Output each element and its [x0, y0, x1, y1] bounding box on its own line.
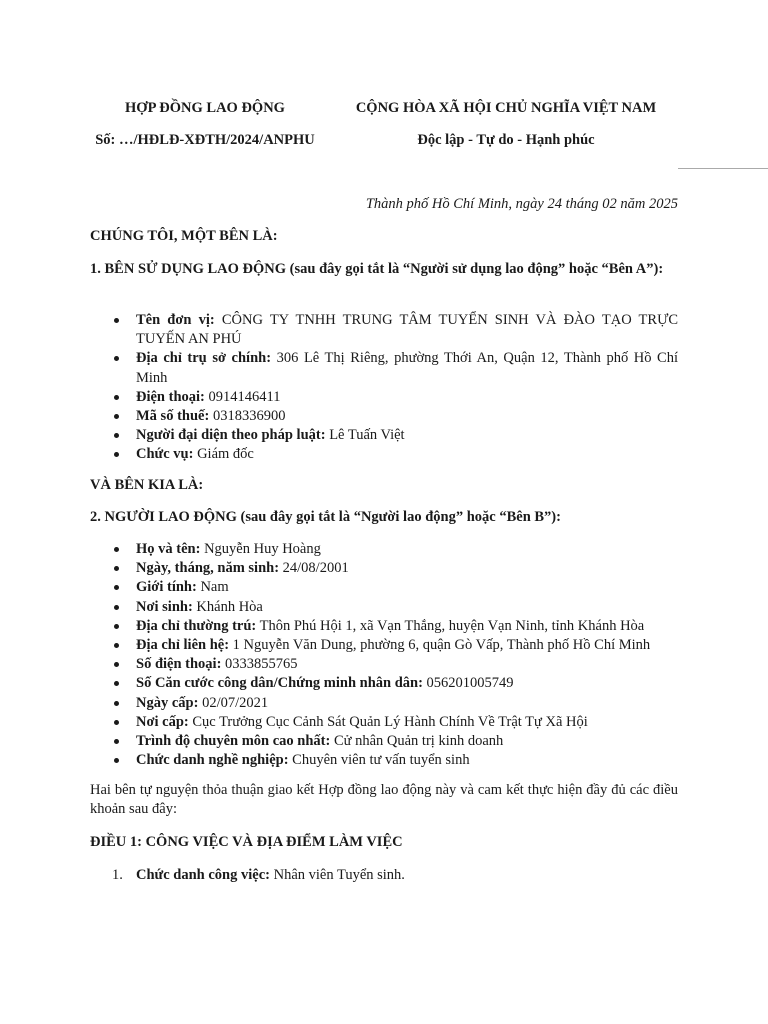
- party-b-details: [90, 540, 678, 770]
- list-item: [90, 559, 678, 578]
- field-label: Chức danh công việc:: [136, 867, 270, 883]
- party-a-heading: 1. BÊN SỬ DỤNG LAO ĐỘNG (sau đây gọi tắt là “Người sử dụng lao động” hoặc “Bên A”):: [90, 261, 664, 277]
- list-item: [90, 751, 678, 770]
- field-label: Nơi cấp:: [136, 713, 189, 730]
- list-item: [90, 311, 678, 349]
- list-item: [90, 636, 678, 655]
- header-row-subtitle: [90, 131, 678, 151]
- field-value: 24/08/2001: [279, 560, 349, 577]
- field-label: Chức danh nghề nghiệp:: [136, 752, 289, 769]
- field-label: Họ và tên:: [136, 541, 201, 557]
- field-label: Giới tính:: [136, 579, 197, 596]
- list-item: [90, 674, 678, 693]
- list-item: [90, 445, 678, 464]
- list-item: [90, 713, 678, 732]
- list-item: [90, 598, 678, 617]
- field-label: Số điện thoại:: [136, 656, 222, 673]
- list-item: [90, 407, 678, 426]
- list-item: [90, 655, 678, 674]
- field-label: Địa chỉ trụ sở chính:: [136, 350, 272, 367]
- list-item: [90, 540, 678, 559]
- field-value: 056201005749: [422, 675, 514, 692]
- field-value: Cục Trưởng Cục Cảnh Sát Quản Lý Hành Chính Về Trật Tự Xã Hội: [188, 713, 588, 730]
- field-value: 02/07/2021: [198, 694, 269, 711]
- field-value: Nam: [196, 579, 229, 596]
- field-value: 306 Lê Thị Riêng, phường Thới An, Quận 12, Thành phố Hồ Chí Minh: [136, 350, 679, 386]
- party-a-details: [90, 311, 678, 465]
- date-line: Thành phố Hồ Chí Minh, ngày 24 tháng 02 năm 2025: [365, 196, 678, 212]
- contract-title: HỢP ĐỒNG LAO ĐỘNG: [125, 100, 285, 116]
- item-number: 1.: [112, 867, 123, 883]
- field-value: Nhân viên Tuyển sinh.: [269, 867, 405, 883]
- list-item: [90, 578, 678, 597]
- field-label: Mã số thuế:: [136, 408, 210, 425]
- field-label: Nơi sinh:: [136, 598, 193, 615]
- field-label: Người đại diện theo pháp luật:: [136, 427, 326, 444]
- header-row-title: [90, 99, 678, 119]
- national-motto: Độc lập - Tự do - Hạnh phúc: [417, 132, 595, 148]
- header-divider: [678, 168, 768, 169]
- field-value: CÔNG TY TNHH TRUNG TÂM TUYỂN SINH VÀ ĐÀO TẠO TRỰC TUYẾN AN PHÚ: [136, 312, 679, 348]
- list-item: [90, 426, 678, 445]
- field-value: 0333855765: [221, 656, 298, 673]
- field-value: Lê Tuấn Việt: [325, 427, 405, 444]
- article-1-heading: ĐIỀU 1: CÔNG VIỆC VÀ ĐỊA ĐIỂM LÀM VIỆC: [90, 834, 403, 850]
- field-label: Trình độ chuyên môn cao nhất:: [136, 733, 331, 750]
- field-label: Địa chỉ liên hệ:: [136, 637, 230, 654]
- list-item: [90, 732, 678, 751]
- article-1-items: [90, 866, 678, 885]
- party-b-list: [90, 540, 678, 770]
- party-b-heading: 2. NGƯỜI LAO ĐỘNG (sau đây gọi tắt là “Người lao động” hoặc “Bên B”):: [90, 509, 561, 525]
- contract-number: Số: …/HĐLĐ-XĐTH/2024/ANPHU: [95, 132, 315, 148]
- field-label: Địa chỉ thường trú:: [136, 617, 257, 634]
- field-value: Khánh Hòa: [192, 598, 263, 615]
- list-item: [90, 388, 678, 407]
- agreement-paragraph: Hai bên tự nguyện thỏa thuận giao kết Hợp đồng lao động này và cam kết thực hiện đầy đủ các điều khoản sau đây:: [90, 782, 678, 818]
- field-value: Thôn Phú Hội 1, xã Vạn Thắng, huyện Vạn Ninh, tỉnh Khánh Hòa: [256, 617, 645, 634]
- field-value: Giám đốc: [193, 446, 254, 463]
- field-label: Điện thoại:: [136, 388, 205, 405]
- field-label: Chức vụ:: [136, 446, 194, 463]
- party-a-list: [90, 311, 678, 465]
- field-value: 0914146411: [204, 388, 281, 405]
- field-value: Cử nhân Quản trị kinh doanh: [330, 733, 504, 750]
- field-value: 1 Nguyễn Văn Dung, phường 6, quận Gò Vấp, Thành phố Hồ Chí Minh: [229, 637, 651, 654]
- list-item: [90, 694, 678, 713]
- field-label: Ngày cấp:: [136, 694, 199, 711]
- field-label: Ngày, tháng, năm sinh:: [136, 560, 280, 577]
- national-title: CỘNG HÒA XÃ HỘI CHỦ NGHĨA VIỆT NAM: [355, 100, 657, 116]
- list-item: [90, 349, 678, 387]
- other-party-heading: VÀ BÊN KIA LÀ:: [90, 477, 204, 493]
- field-value: 0318336900: [209, 408, 286, 425]
- field-label: Số Căn cước công dân/Chứng minh nhân dân:: [136, 675, 423, 692]
- list-item: [90, 617, 678, 636]
- field-value: Nguyễn Huy Hoàng: [200, 541, 321, 557]
- intro-heading: CHÚNG TÔI, MỘT BÊN LÀ:: [90, 228, 278, 244]
- article-1-list: [90, 866, 678, 885]
- field-value: Chuyên viên tư vấn tuyển sinh: [288, 752, 470, 769]
- field-label: Tên đơn vị:: [136, 312, 215, 328]
- list-item: [90, 866, 678, 885]
